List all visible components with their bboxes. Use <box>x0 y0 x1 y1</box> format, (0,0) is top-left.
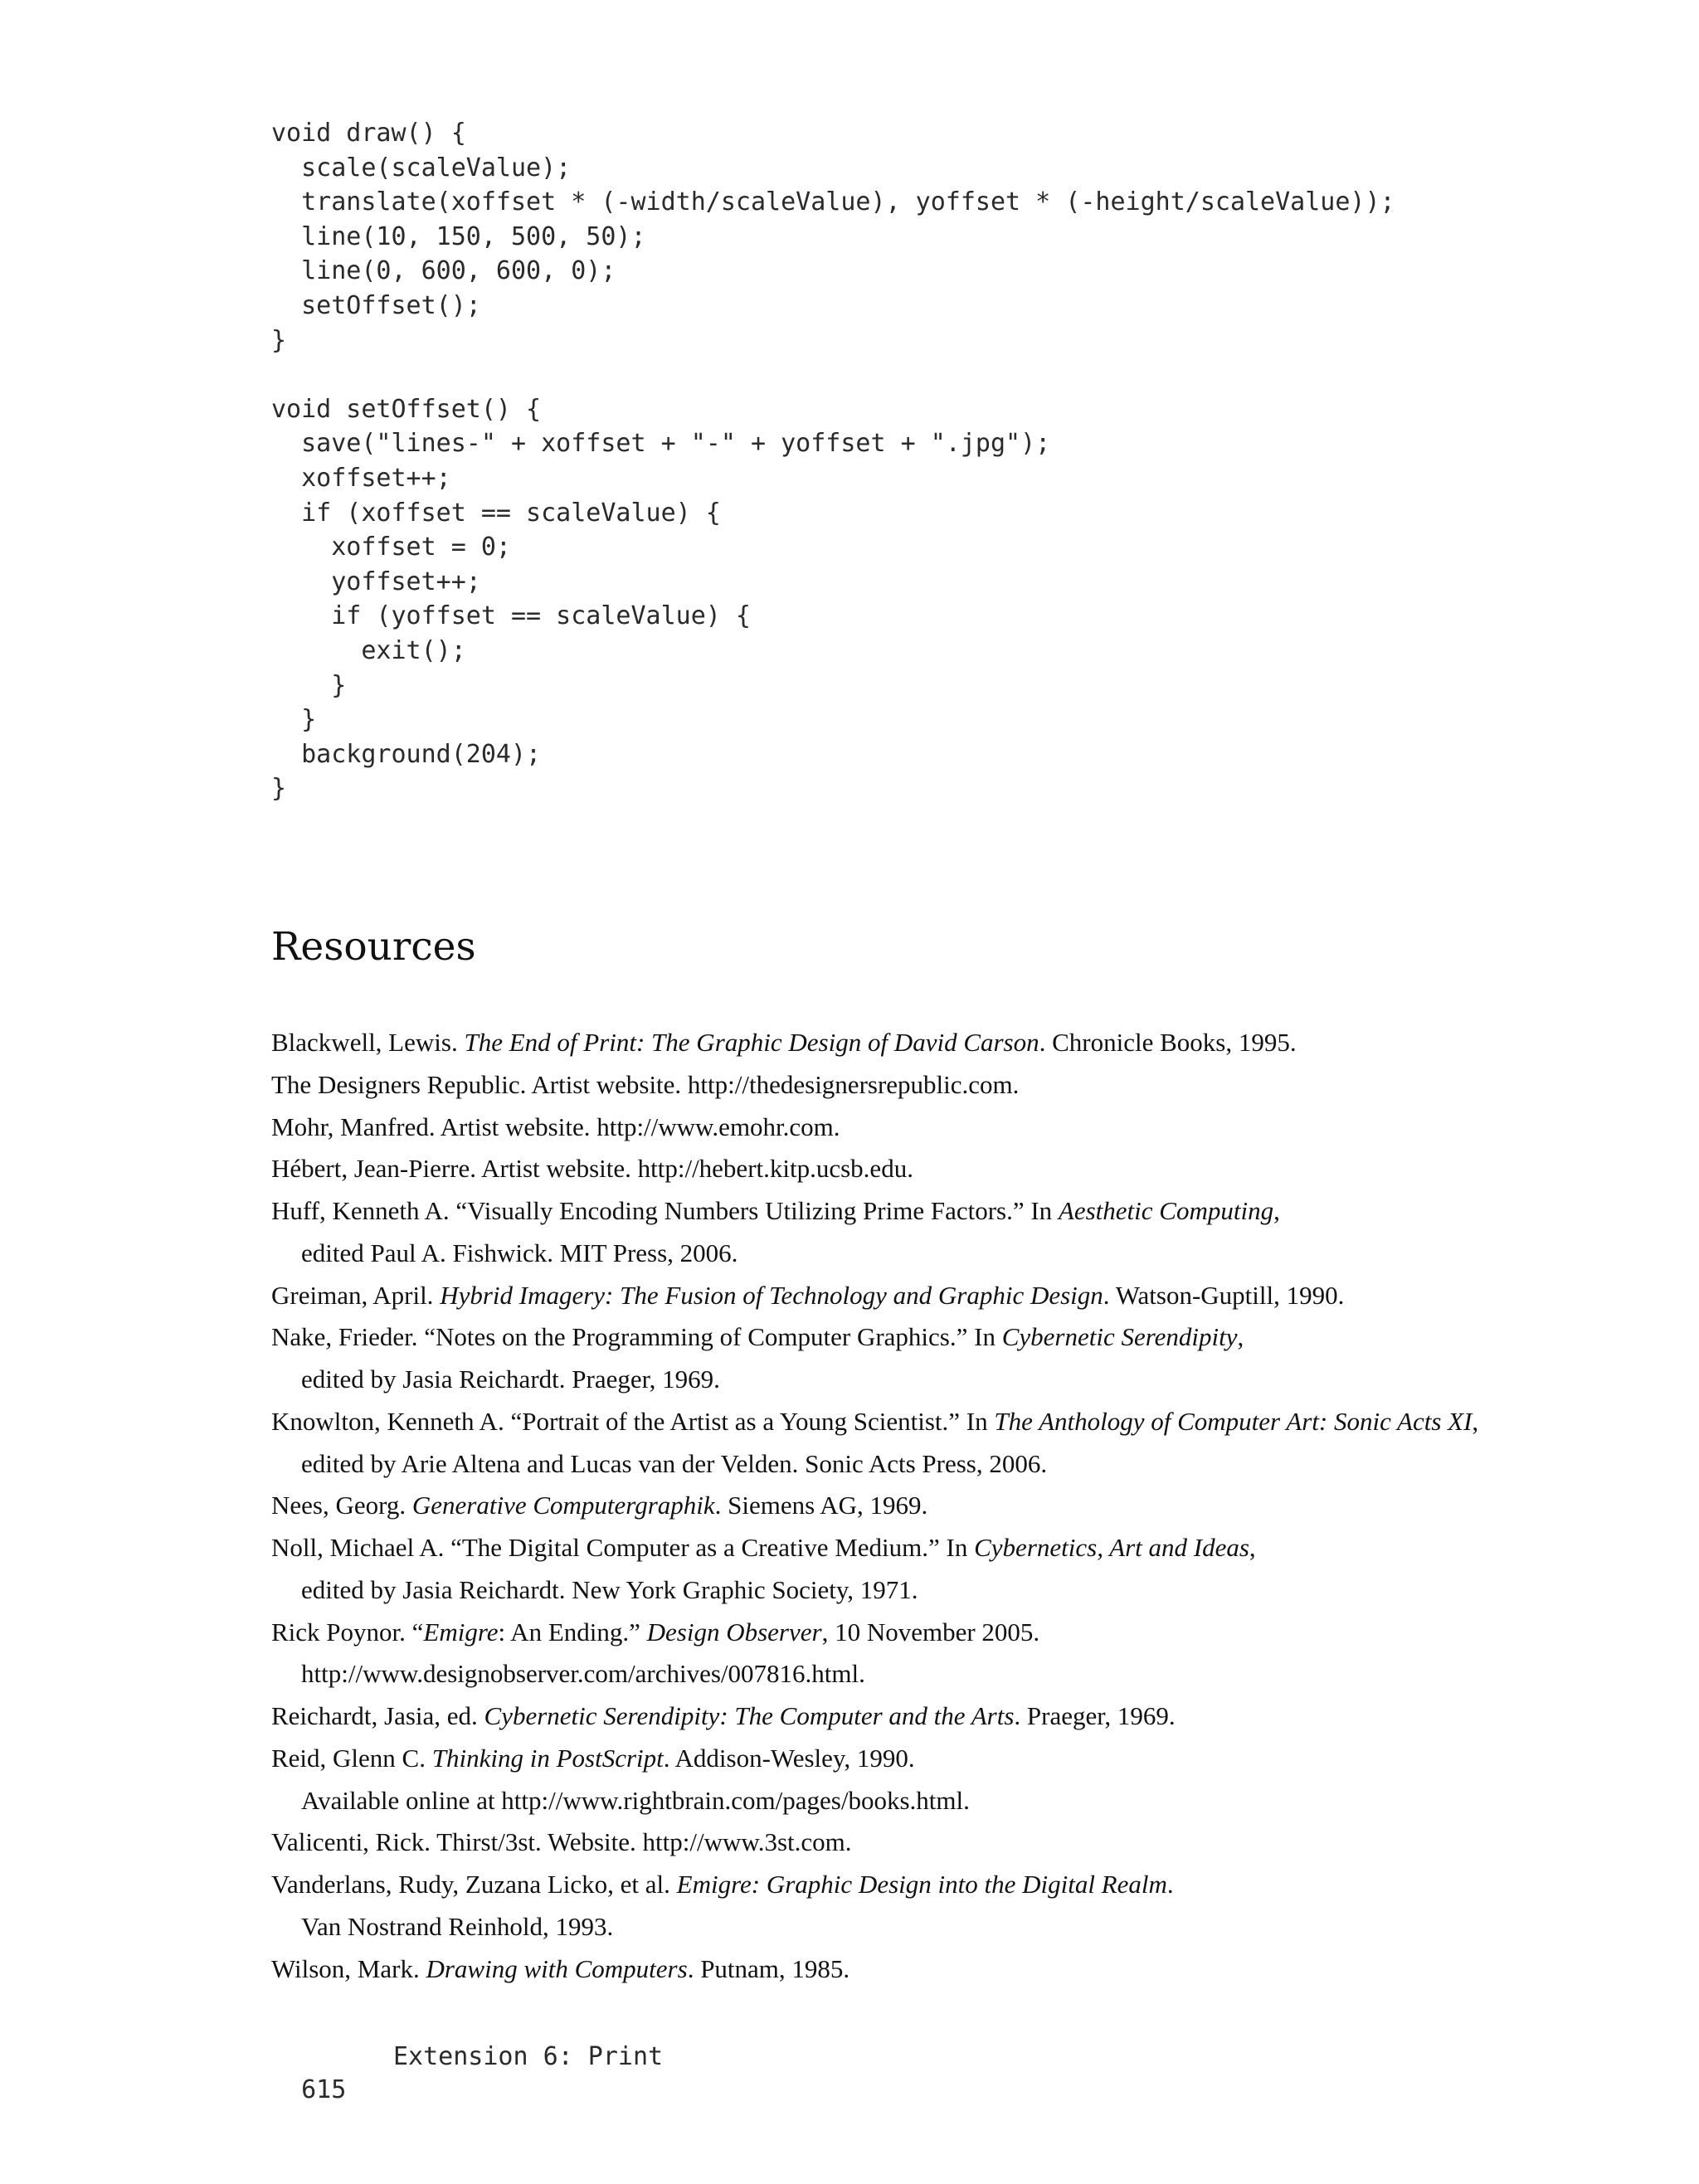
code-line: xoffset = 0; <box>271 533 511 562</box>
reference-continuation-line <box>271 1780 1499 1822</box>
reference-text: Reid, Glenn C. <box>271 1743 432 1773</box>
reference-text: Mohr, Manfred. Artist website. http://www.emohr.com. <box>271 1111 840 1141</box>
reference-continuation-line <box>271 1359 1499 1401</box>
reference-entry <box>271 1107 1499 1149</box>
code-line: if (yoffset == scaleValue) { <box>271 601 751 631</box>
reference-entry <box>271 1022 1499 1064</box>
reference-text: . Addison-Wesley, 1990. <box>663 1743 915 1773</box>
reference-text: . Praeger, 1969. <box>1014 1701 1176 1730</box>
reference-entry <box>271 1948 1499 1991</box>
reference-entry <box>271 1064 1499 1107</box>
page-number: 615 <box>301 2075 347 2104</box>
reference-title: Emigre <box>423 1617 499 1647</box>
reference-text: Nees, Georg. <box>271 1491 412 1520</box>
reference-text: , <box>1249 1533 1256 1562</box>
reference-entry <box>271 1485 1499 1527</box>
code-listing <box>271 116 1516 806</box>
reference-title: Cybernetic Serendipity: The Computer and the Arts <box>484 1701 1015 1730</box>
reference-text: http://www.designobserver.com/archives/007816.html. <box>301 1659 865 1689</box>
reference-text: Vanderlans, Rudy, Zuzana Licko, et al. <box>271 1870 677 1899</box>
reference-text: Huff, Kenneth A. “Visually Encoding Numbers Utilizing Prime Factors.” In <box>271 1196 1059 1225</box>
running-section-title: Extension 6: Print <box>393 2042 664 2071</box>
code-line: void setOffset() { <box>271 394 542 424</box>
reference-text: Blackwell, Lewis. <box>271 1028 465 1057</box>
code-line: } <box>271 325 287 355</box>
reference-text: edited by Jasia Reichardt. Praeger, 1969. <box>301 1364 720 1394</box>
reference-text: edited Paul A. Fishwick. MIT Press, 2006. <box>301 1238 738 1267</box>
reference-text: . Putnam, 1985. <box>687 1953 850 1983</box>
reference-entry <box>271 1612 1499 1654</box>
reference-continuation-line <box>271 1906 1499 1948</box>
code-line: save("lines-" + xoffset + "-" + yoffset + ".jpg"); <box>271 429 1051 459</box>
reference-text: Nake, Frieder. “Notes on the Programming of Computer Graphics.” In <box>271 1322 1002 1352</box>
reference-title: Cybernetic Serendipity <box>1001 1322 1238 1352</box>
reference-text: Wilson, Mark. <box>271 1953 426 1983</box>
reference-text: , <box>1237 1322 1244 1352</box>
reference-entry <box>271 1822 1499 1864</box>
reference-text: Greiman, April. <box>271 1280 441 1310</box>
code-line: yoffset++; <box>271 567 481 596</box>
reference-entry <box>271 1190 1499 1233</box>
resources-list <box>271 1022 1499 1990</box>
reference-text: Van Nostrand Reinhold, 1993. <box>301 1911 614 1941</box>
reference-title: Generative Computergraphik <box>411 1491 715 1520</box>
reference-text: Available online at http://www.rightbrain.com/pages/books.html. <box>301 1785 970 1815</box>
reference-text: , <box>1472 1406 1479 1436</box>
reference-text: Hébert, Jean-Pierre. Artist website. http://hebert.kitp.ucsb.edu. <box>271 1154 913 1184</box>
reference-text: Rick Poynor. “ <box>271 1617 424 1647</box>
reference-title: Cybernetics, Art and Ideas <box>974 1533 1249 1562</box>
code-line: exit(); <box>271 635 466 665</box>
reference-text: Knowlton, Kenneth A. “Portrait of the Artist as a Young Scientist.” In <box>271 1406 995 1436</box>
reference-entry <box>271 1401 1499 1443</box>
resources-heading: Resources <box>271 924 476 970</box>
reference-text: , <box>1273 1196 1280 1225</box>
reference-text: , 10 November 2005. <box>821 1617 1040 1647</box>
code-line: line(10, 150, 500, 50); <box>271 221 646 251</box>
reference-text: : An Ending.” <box>498 1617 647 1647</box>
reference-title: The Anthology of Computer Art: Sonic Acts XI <box>994 1406 1473 1436</box>
reference-continuation-line <box>271 1569 1499 1612</box>
reference-title: Design Observer <box>646 1617 822 1647</box>
page-footer <box>271 2041 664 2140</box>
reference-entry <box>271 1148 1499 1190</box>
reference-text: Valicenti, Rick. Thirst/3st. Website. http://www.3st.com. <box>271 1827 852 1857</box>
reference-text: edited by Arie Altena and Lucas van der Velden. Sonic Acts Press, 2006. <box>301 1448 1048 1478</box>
reference-entry <box>271 1864 1499 1906</box>
code-line: if (xoffset == scaleValue) { <box>271 498 721 528</box>
reference-title: Drawing with Computers <box>426 1953 688 1983</box>
code-line: line(0, 600, 600, 0); <box>271 256 616 286</box>
reference-entry <box>271 1527 1499 1569</box>
reference-entry <box>271 1316 1499 1359</box>
code-line: } <box>271 670 347 700</box>
reference-text: edited by Jasia Reichardt. New York Graphic Society, 1971. <box>301 1574 918 1604</box>
reference-text: . <box>1166 1870 1174 1899</box>
code-line: setOffset(); <box>271 290 481 320</box>
code-line: background(204); <box>271 739 542 769</box>
reference-text: Reichardt, Jasia, ed. <box>271 1701 484 1730</box>
reference-entry <box>271 1275 1499 1317</box>
code-line: scale(scaleValue); <box>271 153 572 182</box>
reference-entry <box>271 1695 1499 1738</box>
reference-title: The End of Print: The Graphic Design of David Carson <box>464 1028 1039 1057</box>
reference-title: Aesthetic Computing <box>1058 1196 1274 1225</box>
reference-text: . Watson-Guptill, 1990. <box>1103 1280 1345 1310</box>
code-line: translate(xoffset * (-width/scaleValue), yoffset * (-height/scaleValue)); <box>271 187 1395 217</box>
code-line: } <box>271 774 287 804</box>
code-line <box>271 358 1516 392</box>
reference-title: Hybrid Imagery: The Fusion of Technology and Graphic Design <box>440 1280 1103 1310</box>
reference-entry <box>271 1738 1499 1780</box>
reference-text: . Chronicle Books, 1995. <box>1039 1028 1297 1057</box>
reference-title: Thinking in PostScript <box>431 1743 664 1773</box>
code-line: xoffset++; <box>271 463 451 493</box>
code-line: } <box>271 705 317 735</box>
reference-text: . Siemens AG, 1969. <box>714 1491 928 1520</box>
code-line: void draw() { <box>271 119 466 148</box>
reference-continuation-line <box>271 1233 1499 1275</box>
reference-title: Emigre: Graphic Design into the Digital Realm <box>676 1870 1167 1899</box>
reference-text: The Designers Republic. Artist website. http://thedesignersrepublic.com. <box>271 1069 1020 1099</box>
reference-continuation-line <box>271 1653 1499 1695</box>
reference-text: Noll, Michael A. “The Digital Computer as a Creative Medium.” In <box>271 1533 975 1562</box>
reference-continuation-line <box>271 1443 1499 1486</box>
